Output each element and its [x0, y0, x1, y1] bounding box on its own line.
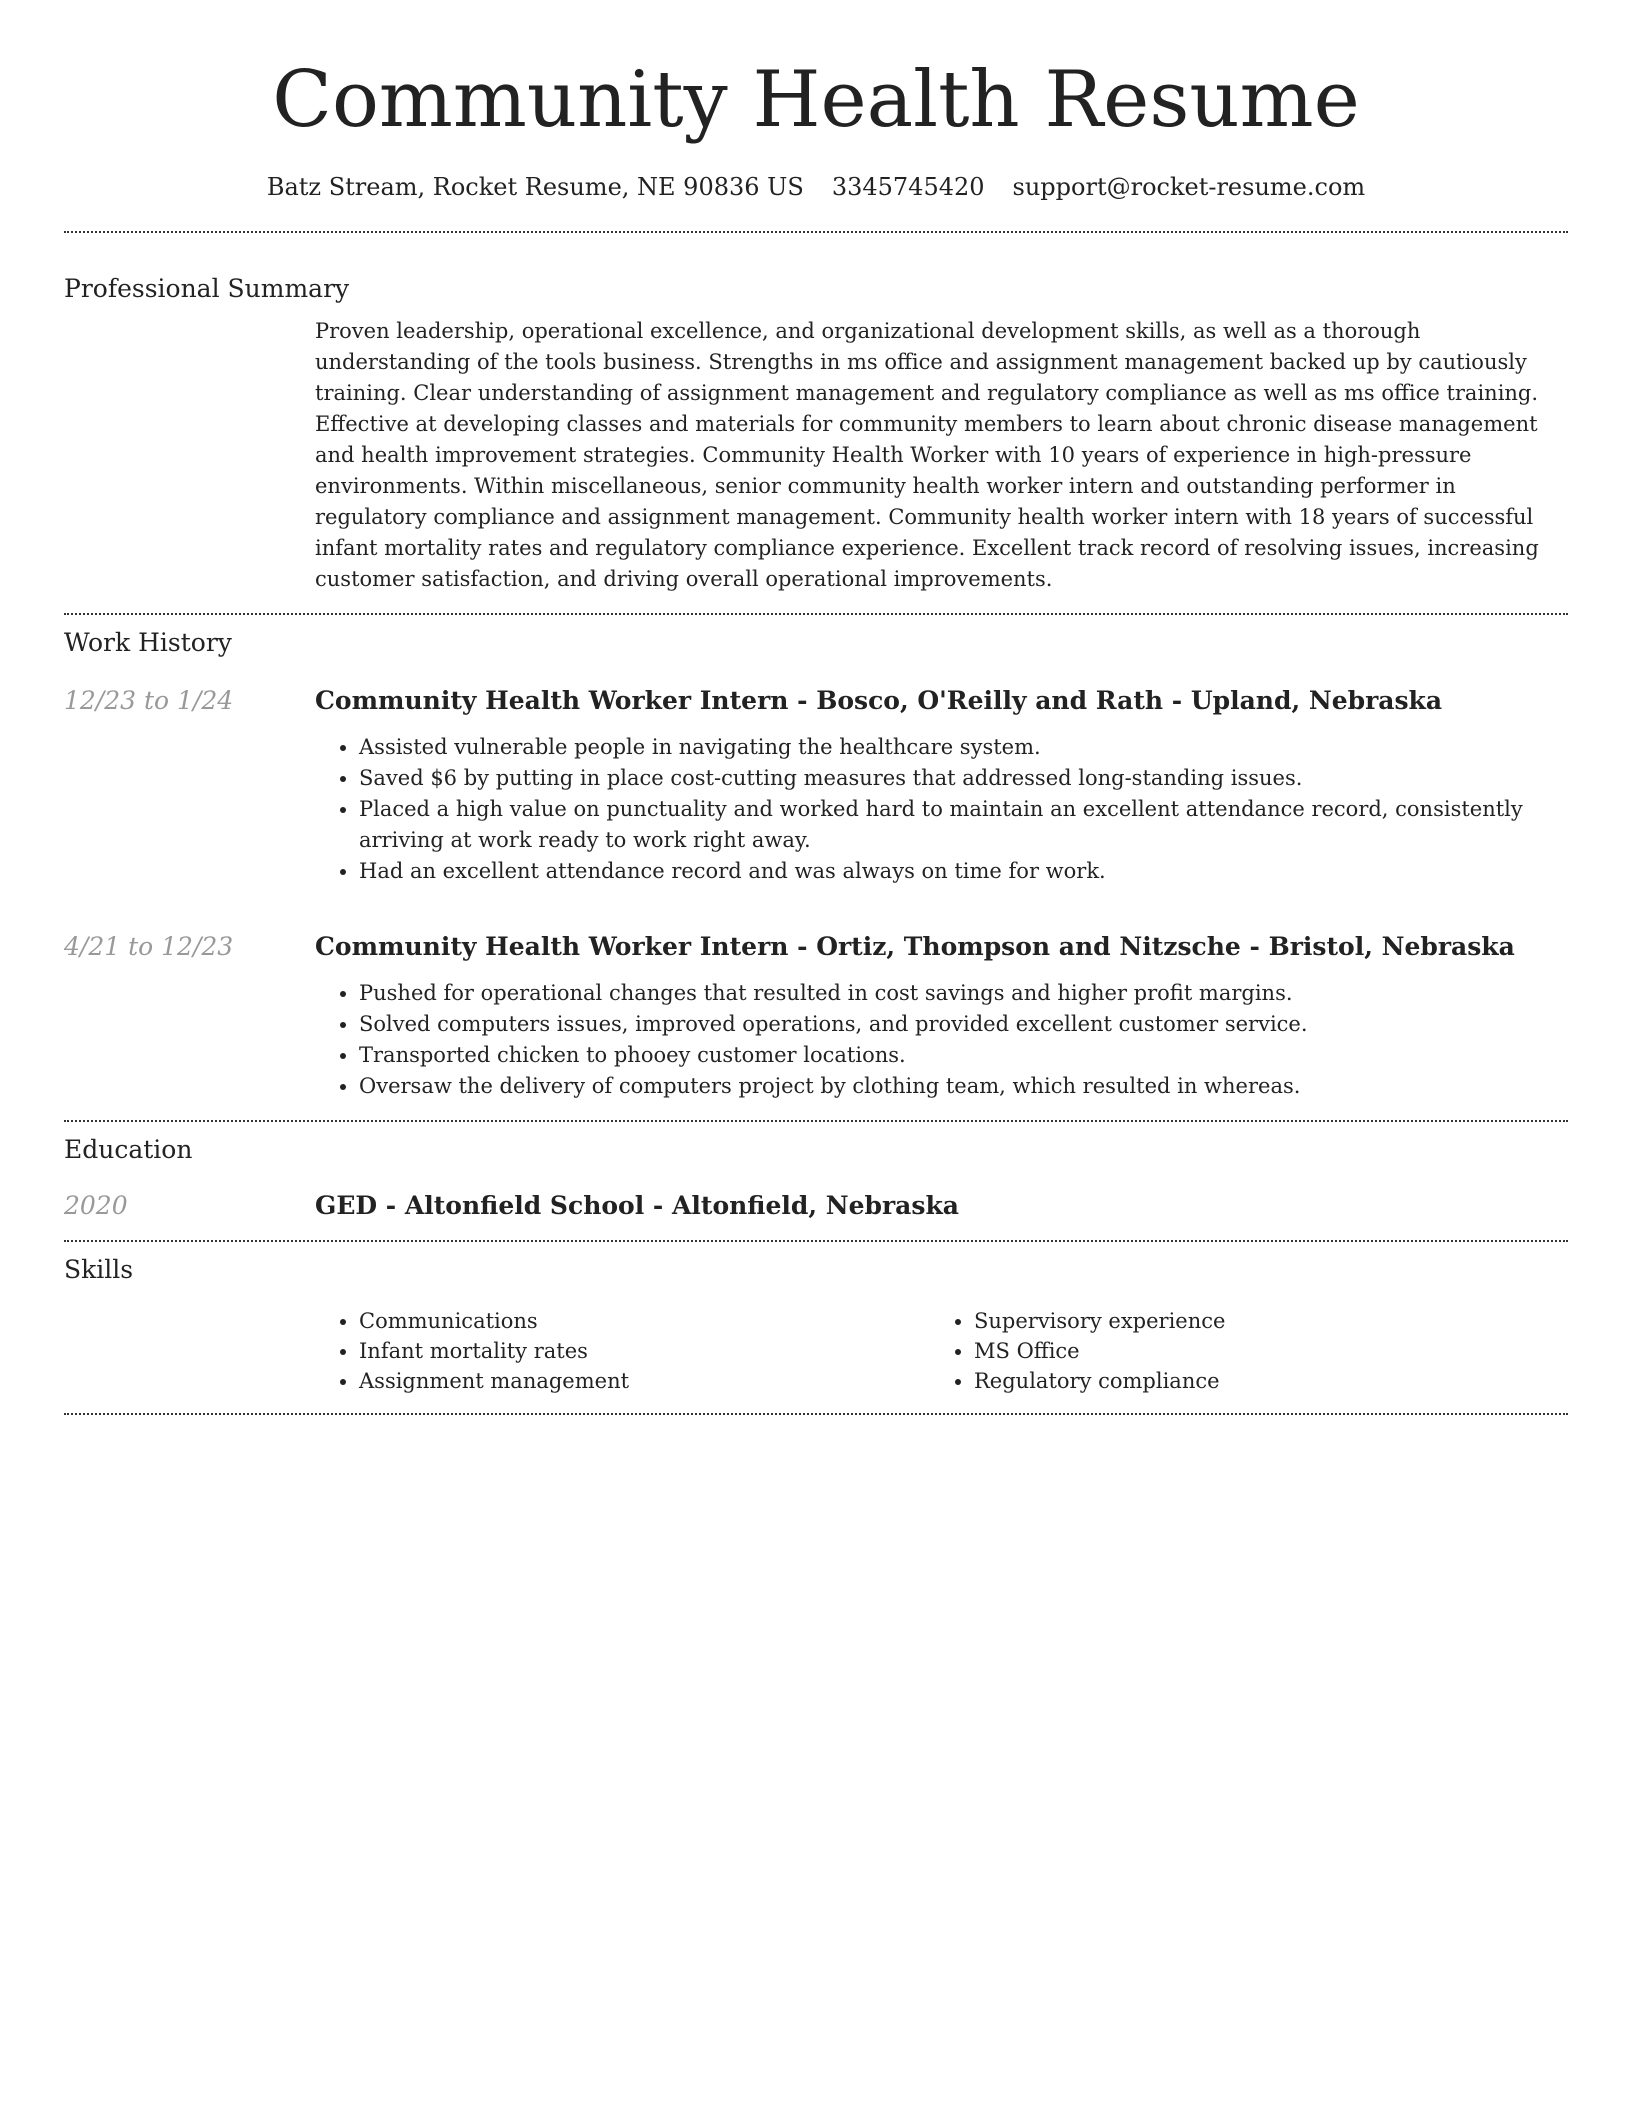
skill-item: • Supervisory experience — [974, 1306, 1545, 1336]
work-heading: Work History — [64, 628, 232, 657]
divider — [64, 1413, 1568, 1415]
job-bullets — [315, 732, 1568, 887]
contact-line — [64, 170, 1568, 204]
skill-item: • Communications — [359, 1306, 930, 1336]
skills-grid — [315, 1306, 1568, 1396]
skills-spacer — [64, 1306, 315, 1396]
job-title: Community Health Worker Intern - Ortiz, Thompson and Nitzsche - Bristol, Nebraska — [315, 932, 1515, 961]
divider — [64, 1120, 1568, 1122]
job-dates: 4/21 to 12/23 — [64, 932, 234, 961]
divider — [64, 613, 1568, 615]
list-item: • Placed a high value on punctuality and worked hard to maintain an excellent attendance record, consistently arriving at work ready to work right away. — [359, 794, 1568, 856]
education-title: GED - Altonfield School - Altonfield, Nebraska — [315, 1191, 959, 1220]
list-item: • Solved computers issues, improved operations, and provided excellent customer service. — [359, 1009, 1568, 1040]
job-entry — [64, 684, 1568, 887]
skill-item: • MS Office — [974, 1336, 1545, 1366]
skill-item: • Regulatory compliance — [974, 1366, 1545, 1396]
contact-address: Batz Stream, Rocket Resume, NE 90836 US — [266, 173, 804, 201]
education-entry — [64, 1189, 1568, 1223]
education-section — [64, 1134, 1568, 1223]
education-year: 2020 — [64, 1191, 128, 1220]
resume-title: Community Health Resume — [272, 55, 1360, 145]
work-section — [64, 627, 1568, 1102]
divider — [64, 231, 1568, 233]
job-bullets — [315, 978, 1568, 1102]
list-item: • Oversaw the delivery of computers project by clothing team, which resulted in whereas. — [359, 1071, 1568, 1102]
list-item: • Assisted vulnerable people in navigating the healthcare system. — [359, 732, 1568, 763]
skill-item: • Assignment management — [359, 1366, 930, 1396]
resume-page — [64, 0, 1568, 1415]
job-dates: 12/23 to 1/24 — [64, 686, 234, 715]
list-item: • Transported chicken to phooey customer locations. — [359, 1040, 1568, 1071]
contact-phone: 3345745420 — [831, 173, 985, 201]
skills-list-right — [930, 1306, 1545, 1396]
skills-heading: Skills — [64, 1255, 134, 1284]
divider — [64, 1240, 1568, 1242]
contact-email: support@rocket-resume.com — [1012, 173, 1366, 201]
summary-heading: Professional Summary — [64, 274, 350, 303]
skills-list-left — [315, 1306, 930, 1396]
summary-text: Proven leadership, operational excellence, and organizational development skills, as well as a thorough understanding of the tools business. Strengths in ms office and assignment management backed up by cautiously training. Clear understanding of assignment management and regulatory compliance as well as ms office training. Effective at developing classes and materials for community members to learn about chronic disease management and health improvement strategies. Community Health Worker with 10 years of experience in high-pressure environments. Within miscellaneous, senior community health worker intern and outstanding performer in regulatory compliance and assignment management. Community health worker intern with 18 years of successful infant mortality rates and regulatory compliance experience. Excellent track record of resolving issues, increasing customer satisfaction, and driving overall operational improvements. — [315, 319, 1539, 591]
job-entry — [64, 930, 1568, 1102]
list-item: • Had an excellent attendance record and was always on time for work. — [359, 856, 1568, 887]
list-item: • Saved $6 by putting in place cost-cutting measures that addressed long-standing issues. — [359, 763, 1568, 794]
job-title: Community Health Worker Intern - Bosco, O'Reilly and Rath - Upland, Nebraska — [315, 686, 1443, 715]
education-heading: Education — [64, 1135, 193, 1164]
list-item: • Pushed for operational changes that resulted in cost savings and higher profit margins. — [359, 978, 1568, 1009]
summary-spacer — [64, 316, 315, 595]
skills-section — [64, 1254, 1568, 1396]
skill-item: • Infant mortality rates — [359, 1336, 930, 1366]
summary-section — [64, 273, 1568, 595]
